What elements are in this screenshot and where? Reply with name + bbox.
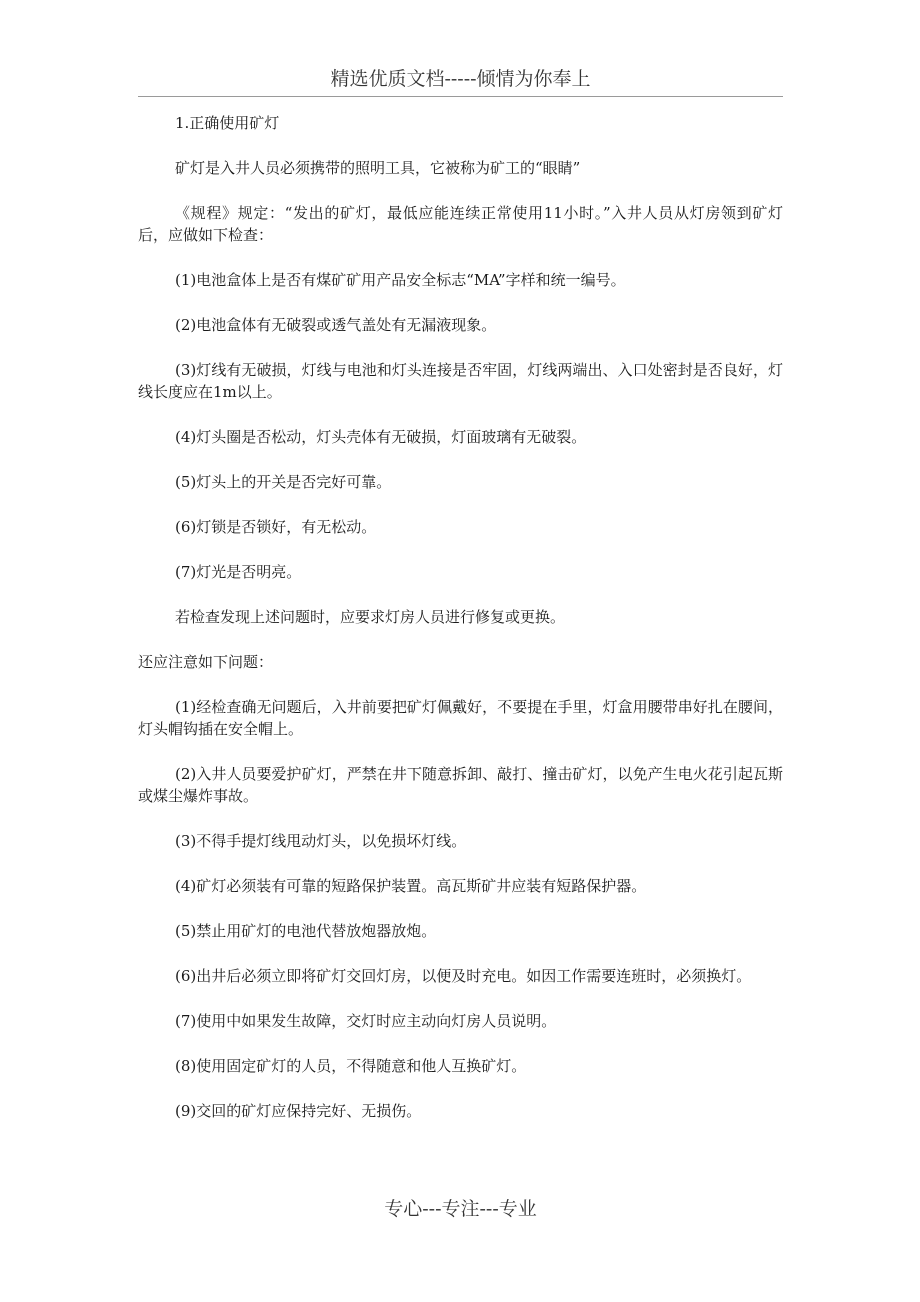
note-item: (9)交回的矿灯应保持完好、无损伤。 — [175, 1102, 422, 1120]
notes-heading: 还应注意如下问题： — [138, 653, 274, 671]
check-item: (1)电池盒体上是否有煤矿矿用产品安全标志“MA”字样和统一编号。 — [175, 271, 626, 289]
check-item: (2)电池盒体有无破裂或透气盖处有无漏液现象。 — [175, 316, 497, 334]
page-header: 精选优质文档-----倾情为你奉上 — [138, 66, 783, 97]
after-check-paragraph: 若检查发现上述问题时，应要求灯房人员进行修复或更换。 — [175, 608, 566, 626]
note-item: (6)出井后必须立即将矿灯交回灯房，以便及时充电。如因工作需要连班时，必须换灯。 — [175, 967, 752, 985]
note-item: (2)入井人员要爱护矿灯，严禁在井下随意拆卸、敲打、撞击矿灯，以免产生电火花引起瓦斯或煤尘爆炸事故。 — [138, 765, 783, 805]
page-footer: 专心---专注---专业 — [384, 1198, 537, 1220]
check-item: (4)灯头圈是否松动，灯头壳体有无破损，灯面玻璃有无破裂。 — [175, 428, 587, 446]
note-item: (8)使用固定矿灯的人员，不得随意和他人互换矿灯。 — [175, 1057, 527, 1075]
note-item: (4)矿灯必须装有可靠的短路保护装置。高瓦斯矿井应装有短路保护器。 — [175, 877, 647, 895]
check-item: (5)灯头上的开关是否完好可靠。 — [175, 473, 392, 491]
note-item: (3)不得手提灯线甩动灯头，以免损坏灯线。 — [175, 832, 467, 850]
note-item: (1)经检查确无问题后，入井前要把矿灯佩戴好，不要提在手里，灯盒用腰带串好扎在腰间，灯头帽钩插在安全帽上。 — [138, 698, 783, 738]
note-item: (5)禁止用矿灯的电池代替放炮器放炮。 — [175, 922, 437, 940]
section-heading: 1.正确使用矿灯 — [175, 114, 280, 132]
document-body — [138, 112, 783, 1145]
check-item: (3)灯线有无破损，灯线与电池和灯头连接是否牢固，灯线两端出、入口处密封是否良好，灯线长度应在1m以上。 — [138, 361, 783, 401]
rule-paragraph: 《规程》规定：“发出的矿灯，最低应能连续正常使用11小时。”入井人员从灯房领到矿灯后，应做如下检查： — [138, 204, 783, 244]
note-item: (7)使用中如果发生故障，交灯时应主动向灯房人员说明。 — [175, 1012, 557, 1030]
check-item: (7)灯光是否明亮。 — [175, 563, 302, 581]
check-item: (6)灯锁是否锁好，有无松动。 — [175, 518, 377, 536]
intro-paragraph: 矿灯是入井人员必须携带的照明工具，它被称为矿工的“眼睛” — [175, 159, 581, 177]
